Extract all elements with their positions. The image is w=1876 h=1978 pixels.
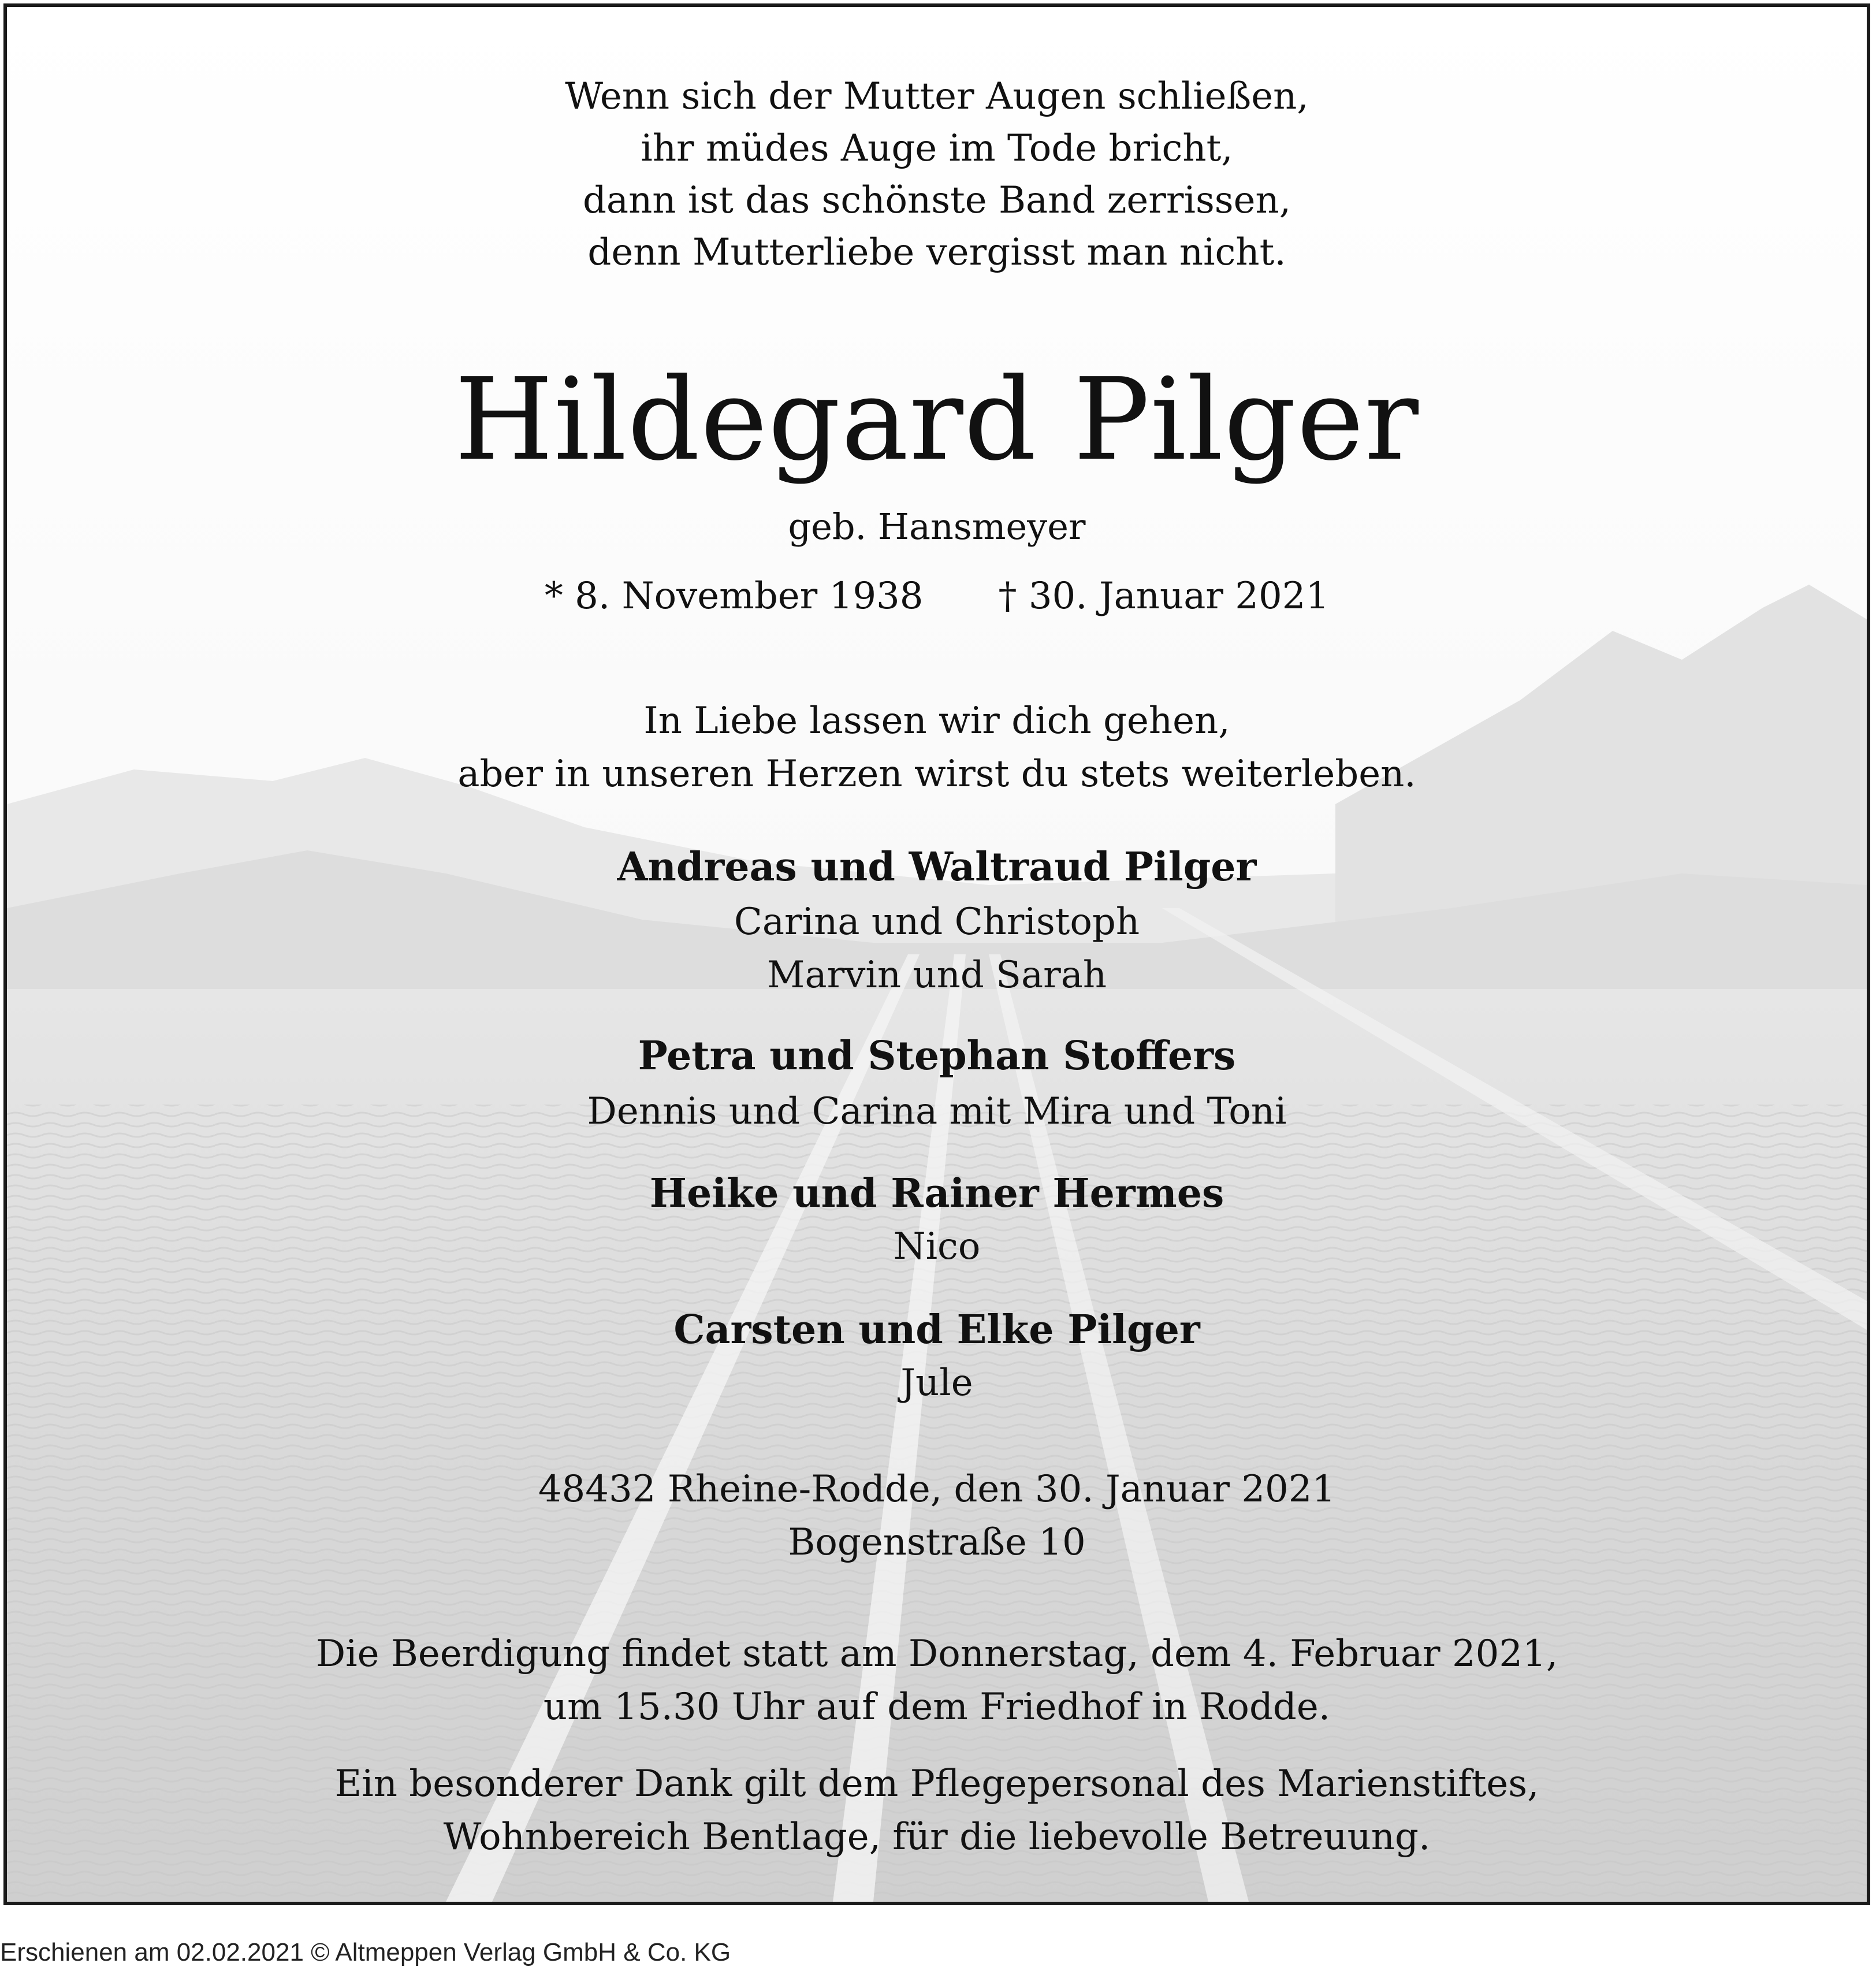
address-line-2: Bogenstraße 10: [788, 1521, 1086, 1564]
thanks-line-1: Ein besonderer Dank gilt dem Pflegepersonal des Marienstiftes,: [334, 1763, 1539, 1805]
death-date: † 30. Januar 2021: [998, 575, 1330, 618]
address-line-1: 48432 Rheine-Rodde, den 30. Januar 2021: [538, 1468, 1336, 1511]
family-head-4: Carsten und Elke Pilger: [673, 1307, 1200, 1353]
farewell-line-1: In Liebe lassen wir dich gehen,: [643, 700, 1230, 742]
obituary-content: [7, 7, 1867, 1902]
deceased-name: Hildegard Pilger: [455, 354, 1419, 486]
family-member: Marvin und Sarah: [766, 954, 1107, 997]
poem-line-3: dann ist das schönste Band zerrissen,: [582, 179, 1291, 222]
funeral-line-2: um 15.30 Uhr auf dem Friedhof in Rodde.: [543, 1686, 1331, 1728]
family-head-1: Andreas und Waltraud Pilger: [617, 844, 1257, 890]
publication-footer: Erschienen am 02.02.2021 © Altmeppen Verlag GmbH & Co. KG: [0, 1938, 731, 1966]
maiden-name: geb. Hansmeyer: [788, 505, 1086, 548]
family-member: Jule: [900, 1362, 973, 1404]
obituary-frame: [3, 3, 1870, 1905]
poem-line-2: ihr müdes Auge im Tode bricht,: [641, 127, 1233, 170]
family-member: Dennis und Carina mit Mira und Toni: [587, 1090, 1287, 1133]
family-head-3: Heike und Rainer Hermes: [649, 1170, 1224, 1217]
family-member: Nico: [893, 1225, 981, 1268]
birth-date: * 8. November 1938: [544, 575, 924, 618]
poem-line-4: denn Mutterliebe vergisst man nicht.: [587, 231, 1286, 274]
life-dates: [7, 570, 1867, 622]
farewell-line-2: aber in unseren Herzen wirst du stets weiterleben.: [457, 753, 1416, 795]
poem-line-1: Wenn sich der Mutter Augen schließen,: [565, 75, 1309, 118]
thanks-line-2: Wohnbereich Bentlage, für die liebevolle Betreuung.: [443, 1816, 1431, 1858]
family-head-2: Petra und Stephan Stoffers: [638, 1033, 1236, 1079]
family-member: Carina und Christoph: [734, 901, 1140, 943]
funeral-line-1: Die Beerdigung findet statt am Donnerstag, dem 4. Februar 2021,: [315, 1633, 1558, 1675]
